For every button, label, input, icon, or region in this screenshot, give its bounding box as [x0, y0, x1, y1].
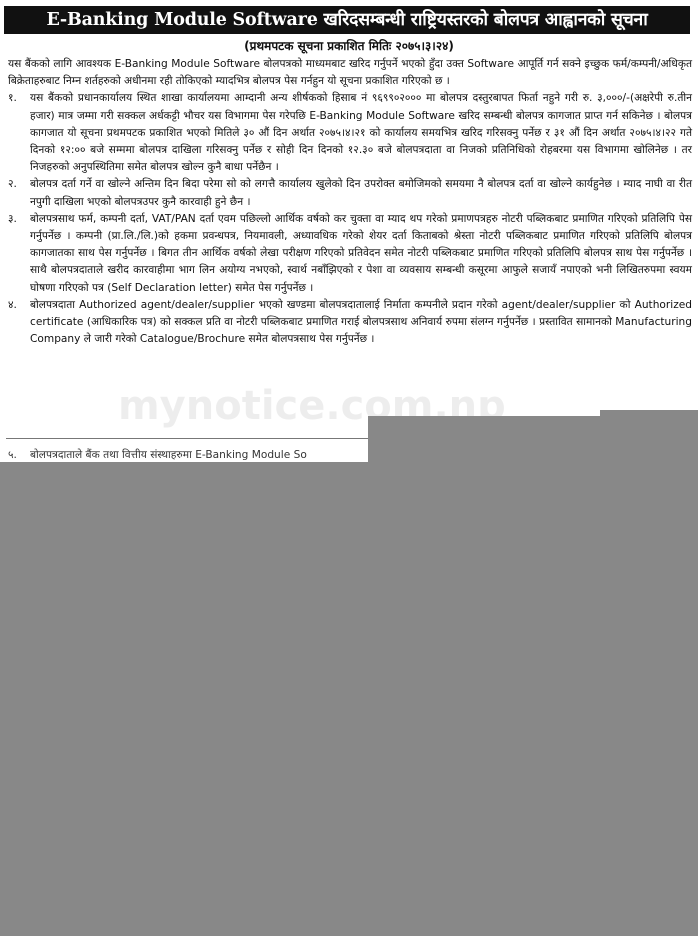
redaction-block-upper [368, 416, 698, 466]
redaction-block [0, 462, 698, 936]
notice-title: E-Banking Module Software खरिदसम्बन्धी राष्ट्रियस्तरको बोलपत्र आह्वानको सूचना [4, 6, 690, 34]
publication-date-line: (प्रथमपटक सूचना प्रकाशित मितिः २०७५।३।२४) [244, 39, 454, 53]
condition-item-1 [8, 90, 692, 176]
condition-text: बोलपत्रसाथ फर्म, कम्पनी दर्ता, VAT/PAN दर्ता एवम पछिल्लो आर्थिक वर्षको कर चुक्ता वा म्याद थप गरेको प्रमाणपत्रहरु नोटरी पब्लिकबाट प्रमाणित गरिएको प्रतिलिपि पेस गर्नुपर्नेछ । कम्पनी (प्रा.लि./लि.)को हकमा प्रवन्धपत्र, नियमावली, अध्यावधिक गरेको शेयर दर्ता किताबको श्रेस्ता नोटरी पब्लिकबाट प्रमाणित गरिएको प्रतिलिपि बोलपत्र कागजातका साथ पेस गर्नुपर्नेछ । बिगत तीन आर्थिक वर्षको लेखा परीक्षण गरिएको प्रतिवेदन समेत नोटरी पब्लिकबाट प्रमाणित गरिएको प्रतिलिपि बोलपत्र साथ पेस गर्नुपर्नेछ । साथै बोलपत्रदाताले खरीद कारवाहीमा भाग लिन अयोग्य नभएको, स्वार्थ नबाँझिएको र पेशा वा व्यवसाय सम्बन्धी कसूरमा आफुले सजायँ नपाएको भनी लिखितरुपमा स्वयम घोषणा गरिएको पत्र (Self Declaration letter) समेत पेस गर्नुपर्नेछ । [30, 212, 692, 294]
condition-text: यस बैंकको प्रधानकार्यालय स्थित शाखा कार्यालयमा आम्दानी अन्य शीर्षकको हिसाब नं ९६९९०२००० मा बोलपत्र दस्तुरबापत फिर्ता नहुने गरी रु. ३,०००/-(अक्षरेपी रु.तीन हजार) मात्र जम्मा गरी सक्कल अर्धकट्टी भौचर यस विभागमा पेस गरेपछि E-Banking Module Software खरिद सम्बन्धी बोलपत्र कागजात प्राप्त गर्न सकिनेछ । बोलपत्र कागजात यो सूचना प्रथमपटक प्रकाशित भएको मितिले ३० औं दिन अर्थात २०७५।४।२१ को कार्यालय समयभित्र खरिद गरिसक्नु पर्नेछ र ३१ औं दिन अर्थात २०७५।४।२२ गते दिनको १२:०० बजे सम्ममा बोलपत्र दाखिला गरिसक्नु पर्नेछ र सोही दिन दिनको १२.३० बजे बोलपत्रदाता वा निजको प्रतिनिधिको रोहबरमा यस विभागमा खोलिनेछ । तर निजहरुको अनुपस्थितिमा समेत बोलपत्र खोल्न कुनै बाधा पर्नेछैन । [30, 92, 692, 174]
condition-item-5-partial [8, 447, 368, 463]
intro-paragraph: यस बैंकको लागि आवश्यक E-Banking Module Software बोलपत्रको माध्यमबाट खरिद गर्नुपर्ने भएको हुँदा उक्त Software आपूर्ति गर्न सक्ने इच्छुक फर्म/कम्पनी/अधिकृत बिक्रेताहरुबाट निम्न शर्तहरुको अधीनमा रही तोकिएको म्यादभित्र बोलपत्र पेस गर्नहुन यो सूचना प्रकाशित गरिएको छ । [8, 58, 692, 88]
condition-number: ४. [8, 298, 17, 311]
condition-number: ३. [8, 212, 17, 225]
condition-text: बोलपत्रदाताले बैंक तथा वित्तीय संस्थाहरुमा E-Banking Module So [30, 449, 307, 461]
site-watermark: mynotice.com.np [118, 383, 506, 429]
condition-text: बोलपत्र दर्ता गर्ने वा खोल्ने अन्तिम दिन बिदा परेमा सो को लगत्तै कार्यालय खुलेको दिन उपरोक्त बमोजिमको समयमा नै बोलपत्र दर्ता वा खोल्ने कार्यहुनेछ । म्याद नाघी वा रीत नपुगी दाखिला भएको बोलपत्रउपर कुनै कारवाही हुने छैन । [30, 178, 692, 208]
notice-body [8, 56, 692, 348]
condition-item-4 [8, 297, 692, 349]
condition-number: १. [8, 92, 17, 105]
condition-number: ५. [8, 449, 17, 461]
condition-item-3 [8, 211, 692, 297]
condition-text: बोलपत्रदाता Authorized agent/dealer/supplier भएको खण्डमा बोलपत्रदातालाई निर्माता कम्पनीले प्रदान गरेको agent/dealer/supplier को Authorized certificate (आधिकारिक पत्र) को सक्कल प्रति वा नोटरी पब्लिकबाट प्रमाणित गराई बोलपत्रसाथ अनिवार्य रुपमा संलग्न गर्नुपर्नेछ । प्रस्तावित सामानको Manufacturing Company ले जारी गरेको Catalogue/Brochure समेत बोलपत्रसाथ पेस गर्नुपर्नेछ । [30, 298, 692, 346]
condition-item-2 [8, 176, 692, 210]
condition-number: २. [8, 178, 17, 191]
